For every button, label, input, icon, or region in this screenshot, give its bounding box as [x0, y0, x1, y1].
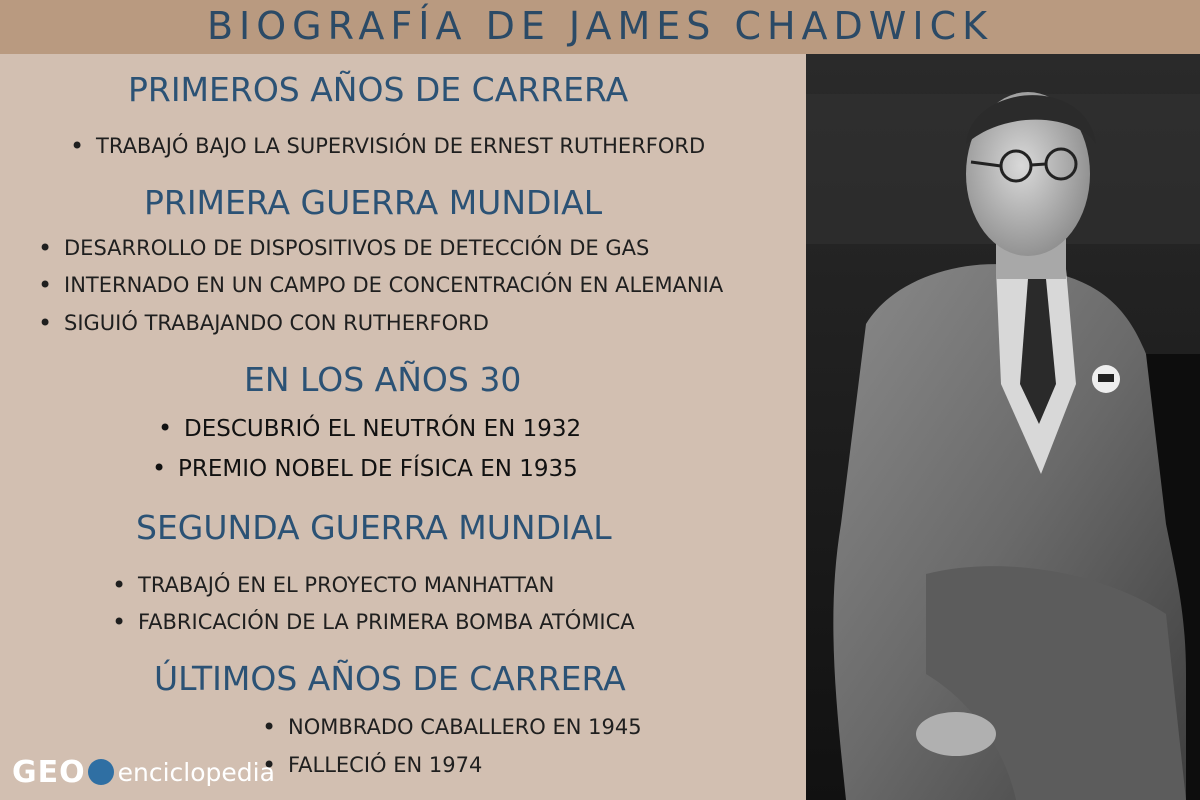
brand-logo	[12, 752, 275, 792]
section-heading-ww1: PRIMERA GUERRA MUNDIAL	[144, 183, 603, 222]
section-heading-early-career: PRIMEROS AÑOS DE CARRERA	[128, 70, 629, 109]
list-item: • NOMBRADO CABALLERO EN 1945	[288, 715, 642, 739]
list-item: • DESARROLLO DE DISPOSITIVOS DE DETECCIÓN DE GAS	[64, 236, 649, 260]
list-item: • DESCUBRIÓ EL NEUTRÓN EN 1932	[184, 416, 581, 442]
section-heading-late-career: ÚLTIMOS AÑOS DE CARRERA	[154, 659, 626, 698]
list-item: • PREMIO NOBEL DE FÍSICA EN 1935	[178, 456, 578, 482]
list-item: • FABRICACIÓN DE LA PRIMERA BOMBA ATÓMICA	[138, 610, 635, 634]
section-heading-ww2: SEGUNDA GUERRA MUNDIAL	[136, 508, 612, 547]
list-item: • TRABAJÓ EN EL PROYECTO MANHATTAN	[138, 573, 554, 597]
list-item: • INTERNADO EN UN CAMPO DE CONCENTRACIÓN EN ALEMANIA	[64, 273, 723, 297]
list-item: • FALLECIÓ EN 1974	[288, 753, 482, 777]
logo-suffix: enciclopedia	[117, 757, 275, 787]
globe-icon	[88, 759, 114, 785]
list-item: • SIGUIÓ TRABAJANDO CON RUTHERFORD	[64, 311, 489, 335]
section-heading-thirties: EN LOS AÑOS 30	[244, 360, 522, 399]
list-item: • TRABAJÓ BAJO LA SUPERVISIÓN DE ERNEST RUTHERFORD	[96, 134, 705, 158]
logo-brand: GEO	[12, 754, 86, 790]
portrait-photo	[806, 54, 1200, 800]
page-title: BIOGRAFÍA DE JAMES CHADWICK	[206, 4, 994, 48]
